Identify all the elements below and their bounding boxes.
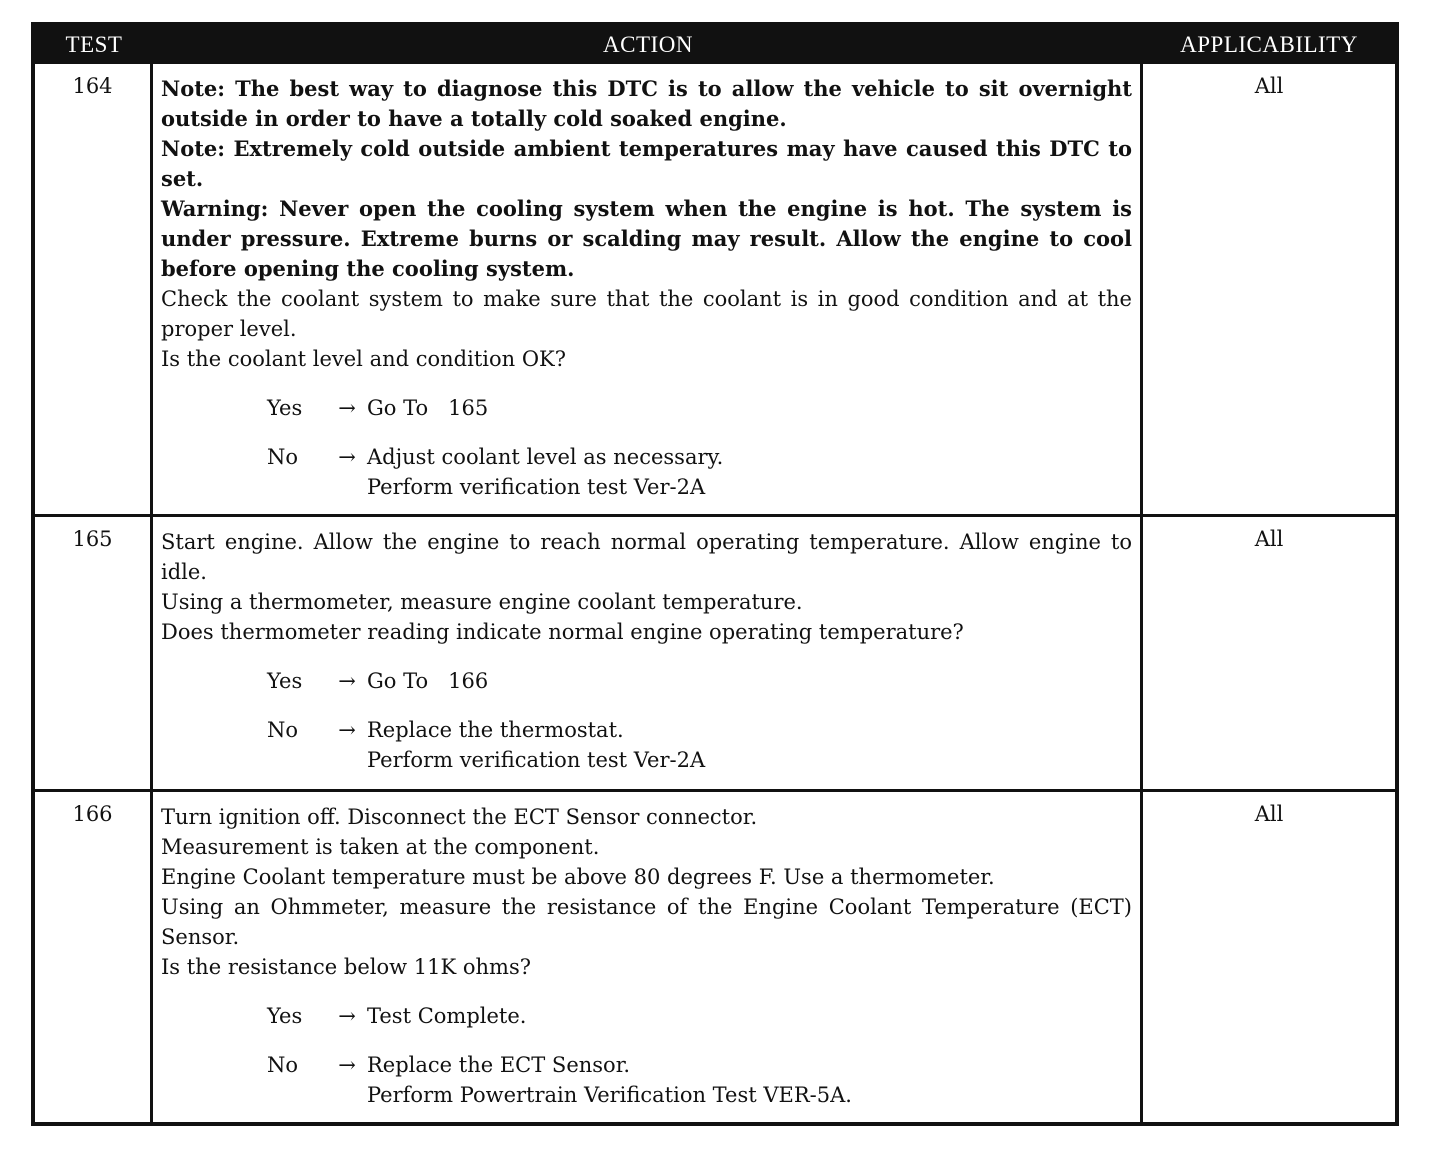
result-line: Test Complete. bbox=[367, 1004, 527, 1028]
table-row bbox=[35, 789, 1395, 1122]
instruction-text: Measurement is taken at the component. bbox=[161, 835, 600, 859]
no-branch bbox=[267, 1050, 1132, 1110]
no-branch bbox=[267, 442, 1132, 502]
instruction-text: Using a thermometer, measure engine coolant temperature. bbox=[161, 590, 803, 614]
result-line: Go To 165 bbox=[367, 396, 489, 420]
action-cell bbox=[153, 64, 1143, 514]
no-result bbox=[367, 442, 1132, 502]
instruction-text: Start engine. Allow the engine to reach normal operating temperature. Allow engine to idle. bbox=[161, 530, 1132, 584]
arrow-right-icon: → bbox=[338, 718, 356, 742]
applicability-cell: All bbox=[1254, 74, 1284, 98]
diagnostic-table bbox=[31, 22, 1399, 1126]
yes-branch bbox=[267, 1001, 1132, 1031]
yes-branch bbox=[267, 666, 1132, 696]
yes-result bbox=[367, 393, 1132, 423]
table-header bbox=[35, 26, 1395, 64]
arrow-right-icon: → bbox=[338, 396, 356, 420]
arrow-right-icon: → bbox=[338, 445, 356, 469]
no-result bbox=[367, 715, 1132, 775]
action-cell bbox=[153, 517, 1143, 789]
no-label: No bbox=[267, 1053, 299, 1077]
question-text: Is the resistance below 11K ohms? bbox=[161, 955, 531, 979]
arrow-right-icon: → bbox=[338, 1053, 356, 1077]
result-line: Perform verification test Ver-2A bbox=[367, 475, 706, 499]
header-applicability: APPLICABILITY bbox=[1180, 32, 1358, 57]
yes-label: Yes bbox=[267, 669, 303, 693]
arrow-right-icon: → bbox=[338, 669, 356, 693]
result-line: Perform verification test Ver-2A bbox=[367, 748, 706, 772]
yes-result bbox=[367, 1001, 1132, 1031]
note-text: Note: Extremely cold outside ambient temperatures may have caused this DTC to set. bbox=[161, 136, 1132, 191]
action-cell bbox=[153, 792, 1143, 1122]
yes-result bbox=[367, 666, 1132, 696]
instruction-text: Engine Coolant temperature must be above 80 degrees F. Use a thermometer. bbox=[161, 865, 995, 889]
warning-text: Warning: Never open the cooling system when the engine is hot. The system is under pressure. Extreme burns or scalding may result. Allow the engine to cool before opening the cooling system. bbox=[161, 196, 1132, 281]
instruction-text: Using an Ohmmeter, measure the resistance of the Engine Coolant Temperature (ECT) Sensor. bbox=[161, 895, 1132, 949]
header-action: ACTION bbox=[603, 32, 693, 57]
arrow-right-icon: → bbox=[338, 1004, 356, 1028]
question-text: Is the coolant level and condition OK? bbox=[161, 347, 566, 371]
no-label: No bbox=[267, 445, 299, 469]
result-line: Perform Powertrain Verification Test VER-5A. bbox=[367, 1083, 852, 1107]
no-result bbox=[367, 1050, 1132, 1110]
yes-label: Yes bbox=[267, 396, 303, 420]
table-row bbox=[35, 64, 1395, 514]
question-text: Does thermometer reading indicate normal engine operating temperature? bbox=[161, 620, 964, 644]
table-row bbox=[35, 514, 1395, 789]
instruction-text: Check the coolant system to make sure that the coolant is in good condition and at the proper level. bbox=[161, 287, 1132, 341]
yes-label: Yes bbox=[267, 1004, 303, 1028]
test-number: 164 bbox=[35, 64, 153, 514]
note-text: Note: The best way to diagnose this DTC is to allow the vehicle to sit overnight outside in order to have a totally cold soaked engine. bbox=[161, 76, 1132, 131]
header-test: TEST bbox=[65, 32, 123, 57]
no-branch bbox=[267, 715, 1132, 775]
no-label: No bbox=[267, 718, 299, 742]
test-number: 165 bbox=[35, 517, 153, 789]
instruction-text: Turn ignition off. Disconnect the ECT Sensor connector. bbox=[161, 805, 758, 829]
result-line: Replace the thermostat. bbox=[367, 718, 624, 742]
applicability-cell: All bbox=[1254, 802, 1284, 826]
result-line: Adjust coolant level as necessary. bbox=[367, 445, 724, 469]
applicability-cell: All bbox=[1254, 527, 1284, 551]
result-line: Go To 166 bbox=[367, 669, 489, 693]
result-line: Replace the ECT Sensor. bbox=[367, 1053, 631, 1077]
yes-branch bbox=[267, 393, 1132, 423]
test-number: 166 bbox=[35, 792, 153, 1122]
